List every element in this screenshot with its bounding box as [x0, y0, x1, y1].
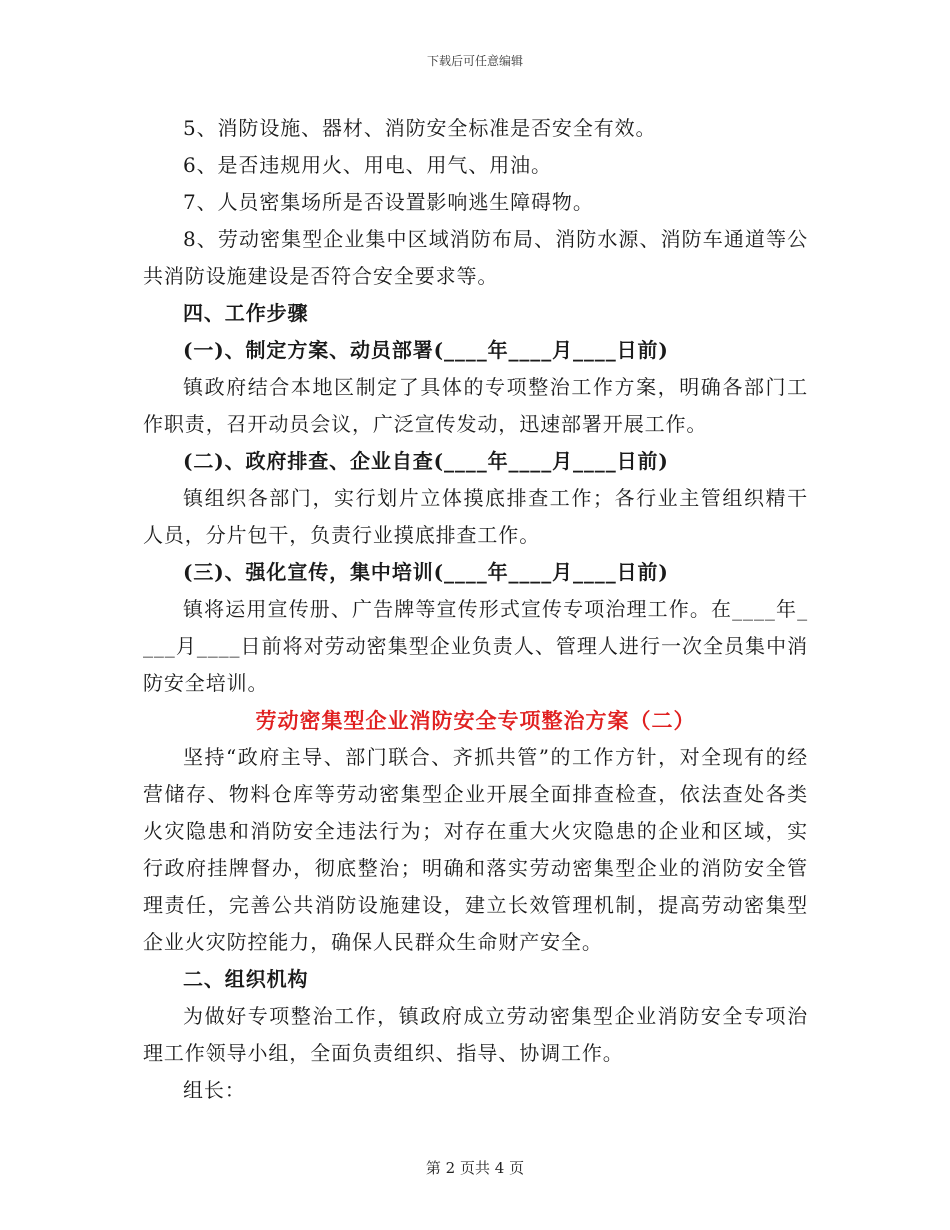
paragraph-organization: 为做好专项整治工作，镇政府成立劳动密集型企业消防安全专项治理工作领导小组，全面负责组织、指导、协调工作。 [143, 1004, 808, 1065]
paragraph-item-5: 5、消防设施、器材、消防安全标准是否安全有效。 [183, 116, 657, 140]
document-title: 劳动密集型企业消防安全专项整治方案（二） [255, 708, 696, 733]
page-footer: 第 2 页共 4 页 [425, 1159, 525, 1177]
paragraph-item-6: 6、是否违规用火、用电、用气、用油。 [183, 153, 552, 177]
paragraph-item-7: 7、人员密集场所是否设置影响逃生障碍物。 [183, 190, 594, 214]
section-heading-work-steps: 四、工作步骤 [183, 301, 309, 325]
paragraph-guiding-principle: 坚持“政府主导、部门联合、齐抓共管”的工作方针，对全现有的经营储存、物料仓库等劳动密集型企业开展全面排查检查，依法查处各类火灾隐患和消防安全违法行为；对存在重大火灾隐患的企业和区域，实行政府挂牌督办，彻底整治；明确和落实劳动密集型企业的消防安全管理责任，完善公共消防设施建设，建立长效管理机制，提高劳动密集型企业火灾防控能力，确保人民群众生命财产安全。 [143, 745, 808, 954]
subheading-step-1: (一)、制定方案、动员部署(____年____月____日前) [183, 338, 669, 362]
paragraph-step-2: 镇组织各部门，实行划片立体摸底排查工作；各行业主管组织精干人员，分片包干，负责行业摸底排查工作。 [143, 486, 808, 547]
paragraph-item-8: 8、劳动密集型企业集中区域消防布局、消防水源、消防车通道等公共消防设施建设是否符合安全要求等。 [143, 227, 808, 288]
section-heading-organization: 二、组织机构 [183, 967, 309, 991]
subheading-step-3: (三)、强化宣传，集中培训(____年____月____日前) [183, 560, 669, 584]
page-header: 下载后可任意编辑 [426, 54, 523, 68]
paragraph-step-3: 镇将运用宣传册、广告牌等宣传形式宣传专项治理工作。在____年____月____日前将对劳动密集型企业负责人、管理人进行一次全员集中消防安全培训。 [143, 597, 808, 695]
paragraph-leader-label: 组长： [183, 1078, 246, 1102]
subheading-step-2: (二)、政府排查、企业自查(____年____月____日前) [183, 449, 669, 473]
document-body [143, 110, 808, 1109]
paragraph-step-1: 镇政府结合本地区制定了具体的专项整治工作方案，明确各部门工作职责，召开动员会议，广泛宣传发动，迅速部署开展工作。 [143, 375, 808, 436]
